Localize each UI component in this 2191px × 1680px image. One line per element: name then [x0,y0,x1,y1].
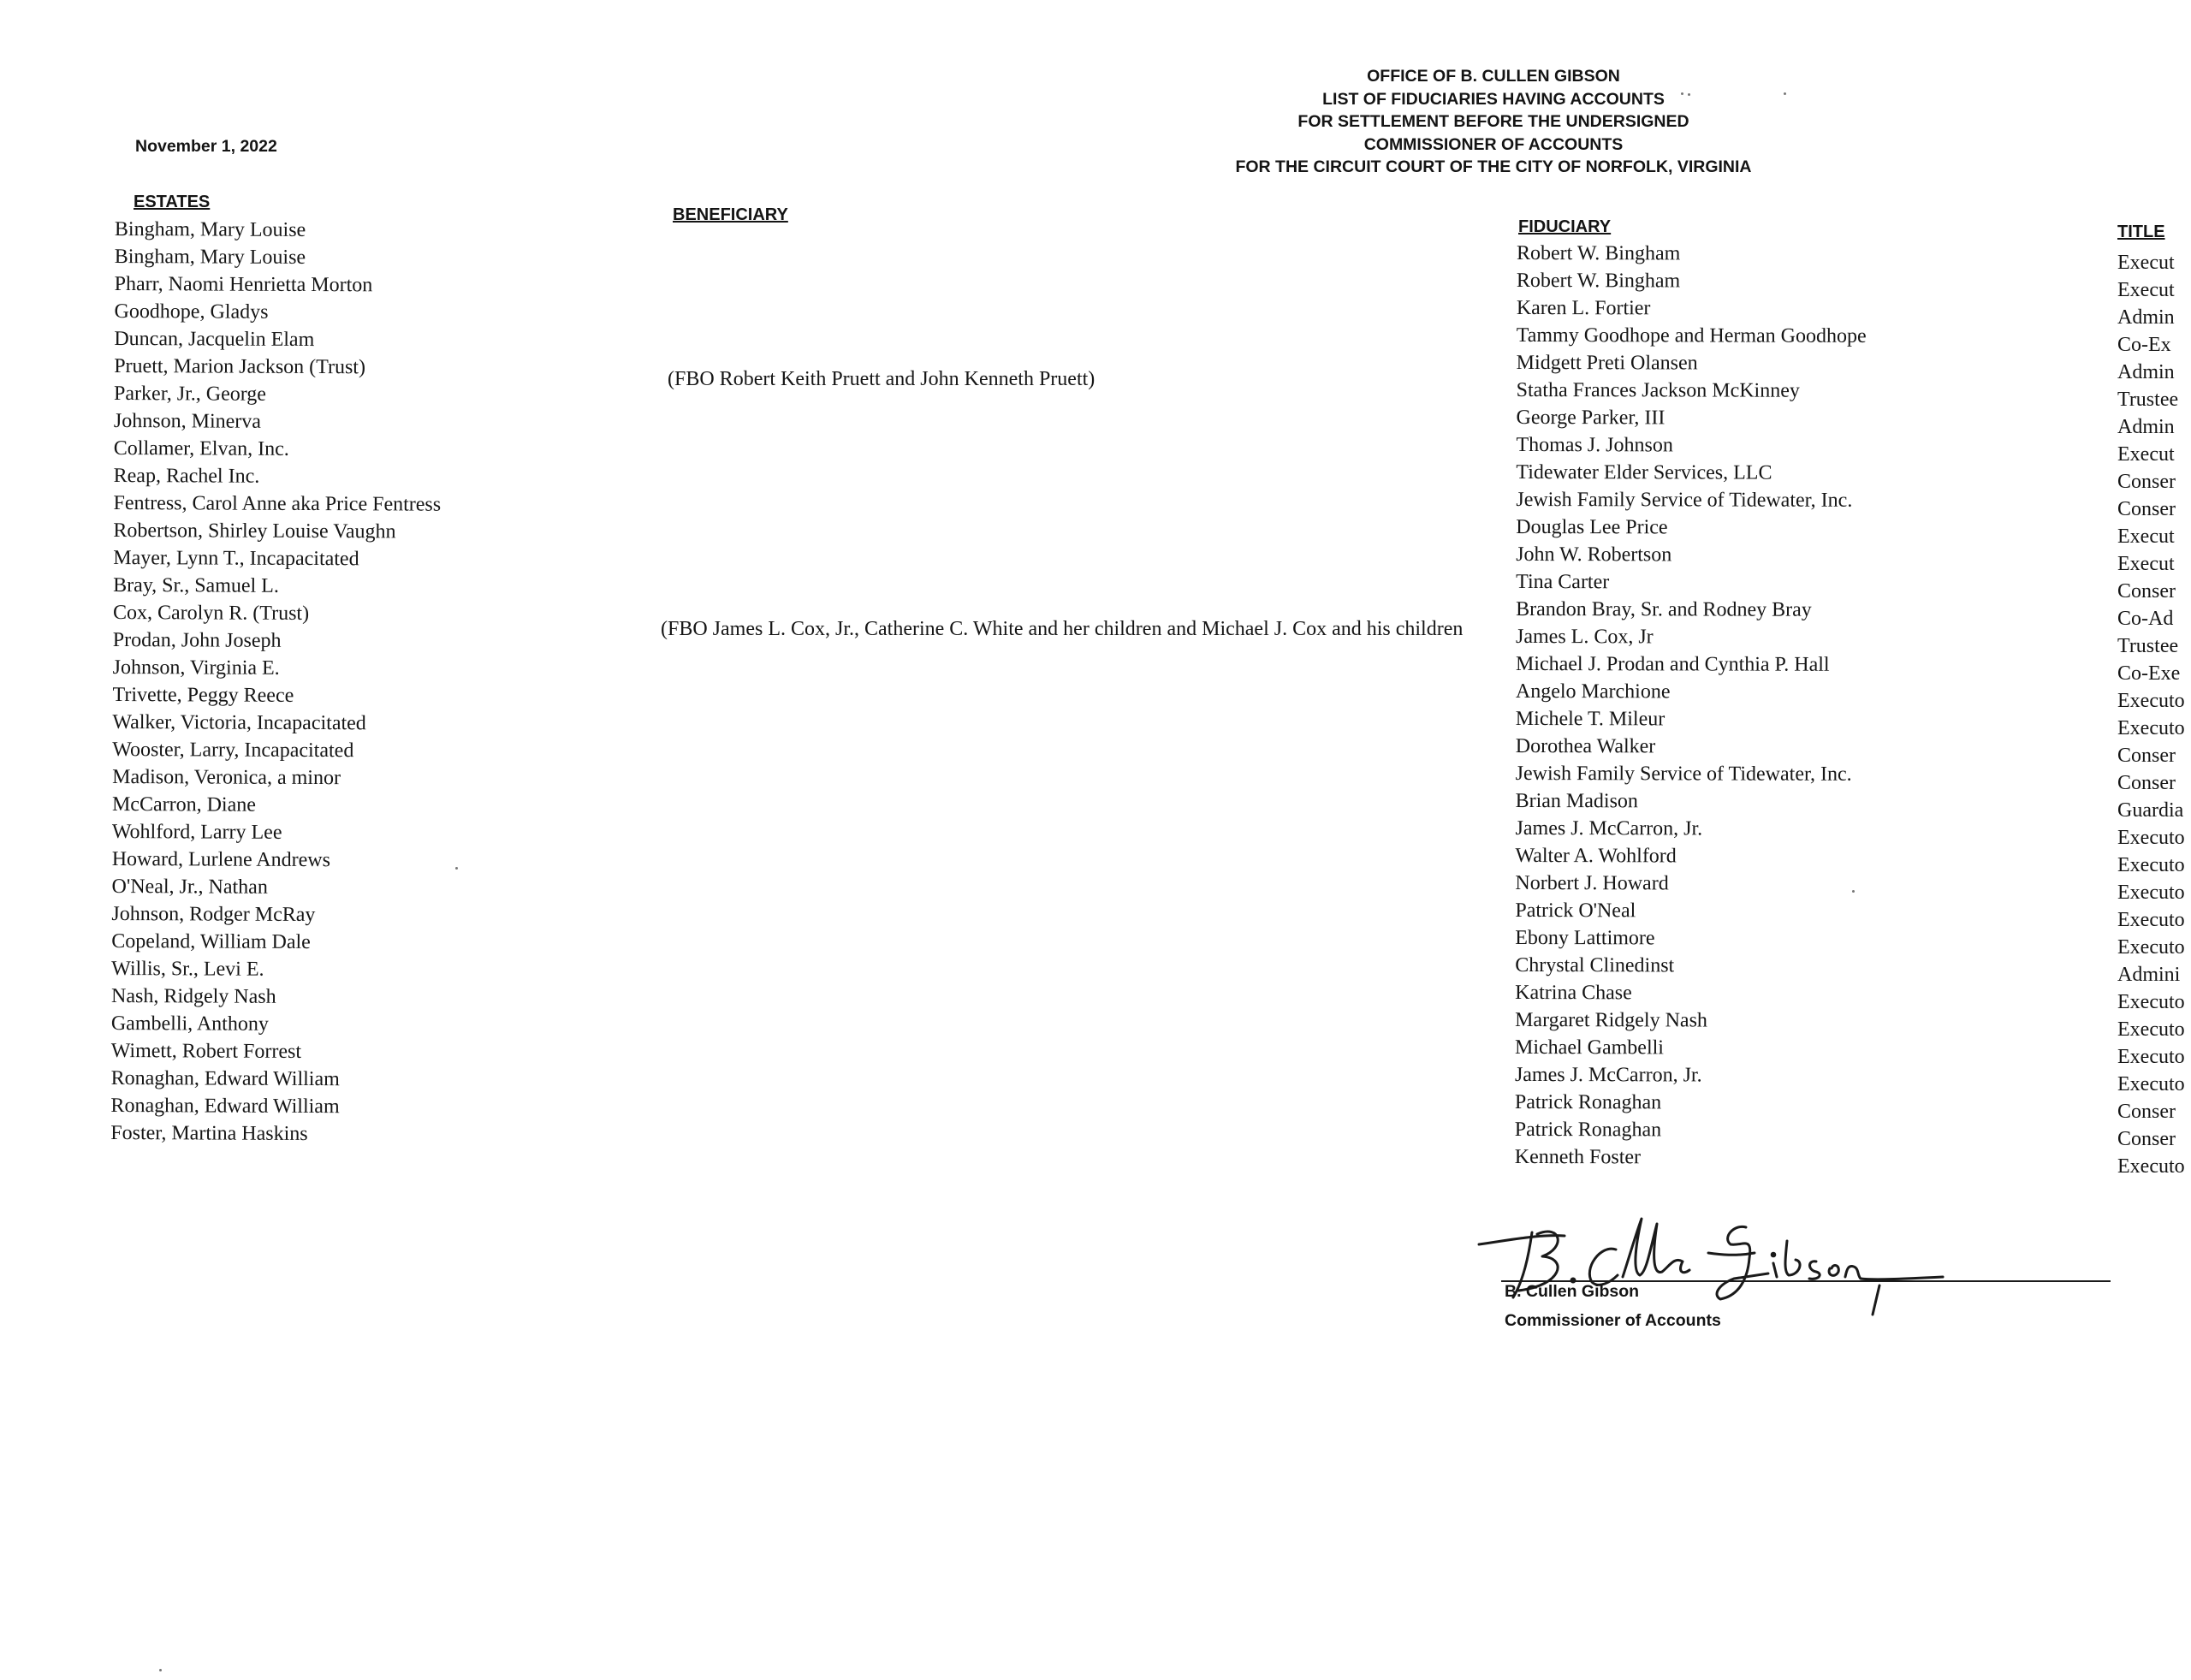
fiduciary-name: Michael Gambelli [1514,1036,1665,1060]
estate-name: O'Neal, Jr., Nathan [111,875,268,899]
fiduciary-name: Ebony Lattimore [1515,926,1655,950]
fiduciary-name: Jewish Family Service of Tidewater, Inc. [1515,762,1852,786]
fiduciary-name: Douglas Lee Price [1516,515,1668,539]
fiduciary-list [1515,240,1867,1172]
fiduciary-title: Execut [2117,252,2175,274]
scan-speck [1784,92,1786,95]
fiduciary-name: Jewish Family Service of Tidewater, Inc. [1516,488,1853,512]
fiduciary-title: Trustee [2117,635,2179,657]
fiduciary-name: Chrystal Clinedinst [1515,953,1675,977]
estate-name: Willis, Sr., Levi E. [111,957,264,981]
scan-speck [1681,92,1683,95]
fiduciary-title: Executo [2117,1018,2185,1041]
estate-name: Wohlford, Larry Lee [111,820,282,844]
fiduciary-name: Thomas J. Johnson [1516,433,1673,457]
header-line-list: LIST OF FIDUCIARIES HAVING ACCOUNTS [1322,89,1665,109]
estate-name: Johnson, Minerva [113,409,261,433]
fiduciary-name: John W. Robertson [1516,543,1672,567]
header-line-commissioner: COMMISSIONER OF ACCOUNTS [1363,134,1624,154]
fiduciary-column-header: FIDUCIARY [1518,217,1612,236]
fiduciary-title: Executo [2117,936,2185,959]
estate-name: Walker, Victoria, Incapacitated [112,710,366,735]
fiduciary-name: Walter A. Wohlford [1515,844,1677,868]
fiduciary-name: Michael J. Prodan and Cynthia P. Hall [1515,652,1830,676]
fiduciary-title: Execut [2117,525,2175,548]
estate-name: Wooster, Larry, Incapacitated [112,738,354,763]
beneficiary-pruett: (FBO Robert Keith Pruett and John Kenneth Pruett) [668,368,1096,390]
estate-name: Prodan, John Joseph [112,628,282,652]
fiduciary-title: Conser [2117,471,2176,493]
fiduciary-name: Brandon Bray, Sr. and Rodney Bray [1516,597,1812,621]
estate-name: Trivette, Peggy Reece [112,683,294,707]
estate-name: Goodhope, Gladys [114,300,269,324]
fiduciary-title: Execut [2117,279,2175,301]
fiduciary-title: Admin [2117,306,2175,329]
fiduciary-name: Statha Frances Jackson McKinney [1516,378,1800,402]
fiduciary-name: Margaret Ridgely Nash [1515,1008,1707,1032]
fiduciary-title: Executo [2117,1046,2185,1068]
fiduciary-name: Patrick Ronaghan [1514,1090,1662,1114]
estate-name: Pharr, Naomi Henrietta Morton [114,272,373,297]
fiduciary-title: Executo [2117,882,2185,904]
fiduciary-title: Executo [2117,909,2185,931]
fiduciary-name: Kenneth Foster [1514,1145,1642,1169]
fiduciary-title: Executo [2117,1073,2185,1095]
estate-name: Johnson, Rodger McRay [111,902,316,927]
fiduciary-name: James L. Cox, Jr [1516,625,1654,649]
fiduciary-name: Robert W. Bingham [1516,242,1681,265]
header-line-settlement: FOR SETTLEMENT BEFORE THE UNDERSIGNED [1297,112,1689,131]
fiduciary-title: Admin [2117,416,2175,438]
header-line-office: OFFICE OF B. CULLEN GIBSON [1367,67,1620,86]
fiduciary-name: Brian Madison [1515,789,1638,813]
estate-name: Reap, Rachel Inc. [113,464,260,488]
title-list [2117,249,2191,1180]
fiduciary-name: Karen L. Fortier [1516,296,1651,320]
fiduciary-title: Executo [2117,1155,2185,1178]
fiduciary-name: Patrick O'Neal [1515,899,1636,923]
fiduciary-name: Michele T. Mileur [1515,707,1666,731]
fiduciary-name: Tina Carter [1516,570,1610,594]
beneficiary-column-header: BENEFICIARY [673,205,788,224]
fiduciary-title: Conser [2117,1101,2176,1123]
fiduciary-title: Executo [2117,991,2185,1013]
estate-name: Johnson, Virginia E. [112,656,280,680]
fiduciary-name: Norbert J. Howard [1515,871,1669,895]
estate-name: Ronaghan, Edward William [110,1094,340,1119]
signatory-title: Commissioner of Accounts [1505,1311,1721,1330]
fiduciary-name: Dorothea Walker [1515,734,1656,758]
fiduciary-title: Executo [2117,690,2185,712]
fiduciary-title: Conser [2117,772,2176,794]
signatory-name: B. Cullen Gibson [1505,1282,1640,1301]
estate-name: Parker, Jr., George [114,382,267,406]
fiduciary-title: Co-Exe [2117,662,2181,685]
fiduciary-name: Tidewater Elder Services, LLC [1516,460,1772,484]
fiduciary-title: Admini [2117,964,2181,986]
document-header [1027,65,1960,179]
beneficiary-cox: (FBO James L. Cox, Jr., Catherine C. White and her children and Michael J. Cox and his children [661,618,1464,640]
estate-name: Wimett, Robert Forrest [110,1039,302,1063]
estate-name: Foster, Martina Haskins [110,1121,308,1145]
estate-name: Madison, Veronica, a minor [112,765,341,790]
estate-name: Howard, Lurlene Andrews [111,847,331,872]
estates-list [110,216,442,1149]
fiduciary-name: Robert W. Bingham [1516,269,1681,293]
header-line-court: FOR THE CIRCUIT COURT OF THE CITY OF NORFOLK, VIRGINIA [1235,157,1752,176]
estate-name: Collamer, Elvan, Inc. [113,436,289,460]
estate-name: Bingham, Mary Louise [114,217,306,241]
estate-name: Pruett, Marion Jackson (Trust) [114,354,366,379]
fiduciary-name: Katrina Chase [1515,981,1632,1005]
fiduciary-title: Guardia [2117,799,2184,822]
fiduciary-name: Patrick Ronaghan [1514,1118,1662,1142]
fiduciary-title: Executo [2117,827,2185,849]
fiduciary-title: Execut [2117,443,2175,466]
scan-speck [159,1669,162,1671]
fiduciary-title: Co-Ex [2117,334,2171,356]
estate-name: Bingham, Mary Louise [114,245,306,269]
estate-name: Bray, Sr., Samuel L. [113,573,279,597]
fiduciary-title: Executo [2117,854,2185,876]
estate-name: Nash, Ridgely Nash [110,984,276,1008]
fiduciary-title: Co-Ad [2117,608,2174,630]
fiduciary-title: Conser [2117,1128,2176,1150]
estate-name: Copeland, William Dale [111,929,311,954]
estate-name: Cox, Carolyn R. (Trust) [112,601,310,625]
title-column-header: TITLE [2117,223,2165,241]
estate-name: Fentress, Carol Anne aka Price Fentress [113,491,442,516]
fiduciary-title: Conser [2117,745,2176,767]
fiduciary-name: Angelo Marchione [1515,680,1671,703]
fiduciary-title: Admin [2117,361,2175,383]
estate-name: Gambelli, Anthony [110,1012,269,1036]
scan-speck [1852,890,1855,893]
fiduciary-title: Execut [2117,553,2175,575]
fiduciary-name: Tammy Goodhope and Herman Goodhope [1516,324,1867,347]
scan-speck [1688,93,1690,96]
fiduciary-name: George Parker, III [1516,406,1666,430]
fiduciary-title: Conser [2117,498,2176,520]
estate-name: Robertson, Shirley Louise Vaughn [113,519,396,543]
document-date: November 1, 2022 [135,137,277,156]
fiduciary-name: Midgett Preti Olansen [1516,351,1698,375]
fiduciary-name: James J. McCarron, Jr. [1514,1063,1702,1087]
fiduciary-title: Executo [2117,717,2185,739]
fiduciary-title: Trustee [2117,389,2179,411]
estate-name: Ronaghan, Edward William [110,1066,340,1091]
scan-speck [455,867,458,870]
estate-name: Duncan, Jacquelin Elam [114,327,315,352]
estates-column-header: ESTATES [134,193,211,211]
estate-name: McCarron, Diane [111,793,257,816]
fiduciary-title: Conser [2117,580,2176,603]
estate-name: Mayer, Lynn T., Incapacitated [113,546,359,571]
fiduciary-name: James J. McCarron, Jr. [1515,816,1703,840]
